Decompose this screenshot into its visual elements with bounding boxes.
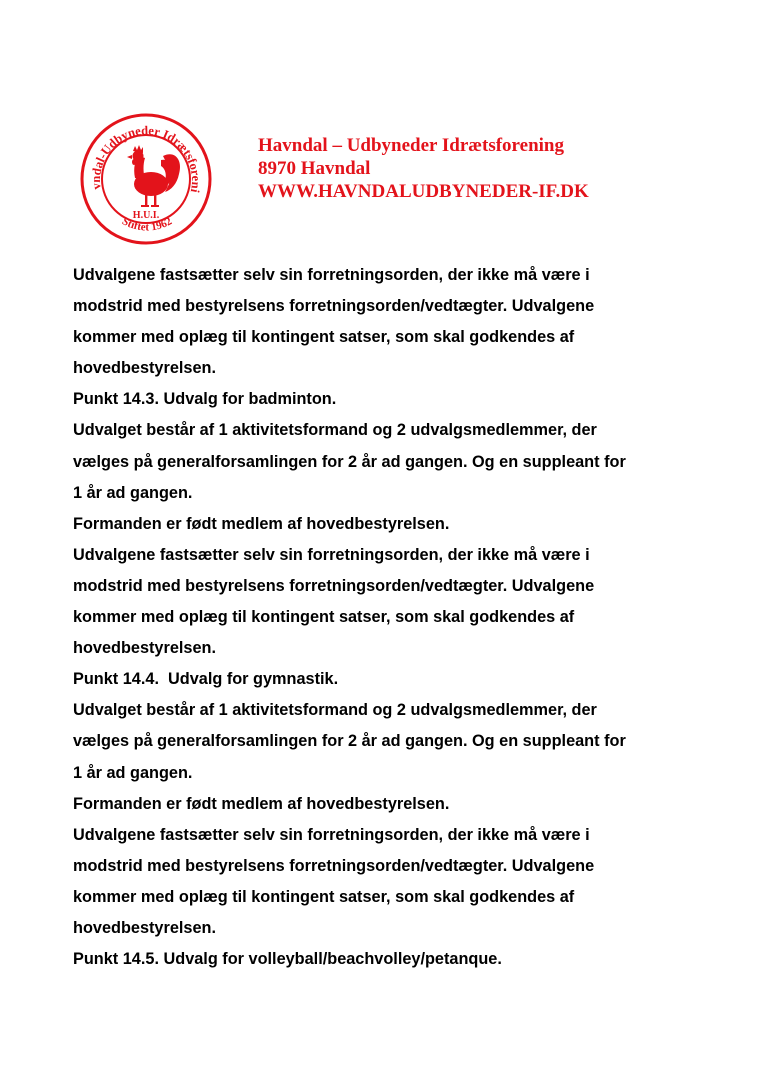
body-line: modstrid med bestyrelsens forretningsorden/vedtægter. Udvalgene [73,297,595,316]
body-line: Udvalget består af 1 aktivitetsformand og 2 udvalgsmedlemmer, der [73,421,597,440]
body-line: Udvalget består af 1 aktivitetsformand og 2 udvalgsmedlemmer, der [73,701,597,720]
body-line: hovedbestyrelsen. [73,639,216,658]
club-website: WWW.HAVNDALUDBYNEDER-IF.DK [258,181,589,202]
body-line: modstrid med bestyrelsens forretningsorden/vedtægter. Udvalgene [73,576,595,595]
section-heading: Punkt 14.5. Udvalg for volleyball/beachvolley/petanque. [73,950,502,969]
rooster-icon [127,145,180,207]
section-heading: Punkt 14.4. Udvalg for gymnastik. [73,670,339,689]
club-city: 8970 Havndal [258,158,371,179]
seal-founded-text: Stiftet 1962 [119,215,175,234]
body-line: vælges på generalforsamlingen for 2 år ad gangen. Og en suppleant for [73,452,626,471]
body-line: hovedbestyrelsen. [73,918,216,937]
body-line: Udvalgene fastsætter selv sin forretningsorden, der ikke må være i [73,266,590,284]
body-line: Formanden er født medlem af hovedbestyrelsen. [73,514,450,533]
club-name: Havndal – Udbyneder Idrætsforening [258,135,564,156]
club-seal [79,112,213,246]
club-logo [79,112,213,246]
club-header [258,134,589,203]
body-line: Formanden er født medlem af hovedbestyrelsen. [73,794,450,813]
body-line: 1 år ad gangen. [73,483,193,502]
body-line: kommer med oplæg til kontingent satser, som skal godkendes af [73,608,575,627]
seal-arc-text: vndal-Udbyneder Idrætsforeni [88,123,204,194]
section-heading: Punkt 14.3. Udvalg for badminton. [73,390,337,409]
body-line: vælges på generalforsamlingen for 2 år ad gangen. Og en suppleant for [73,732,626,751]
document-body [73,260,713,975]
body-line: hovedbestyrelsen. [73,359,216,378]
body-line: modstrid med bestyrelsens forretningsorden/vedtægter. Udvalgene [73,856,595,875]
body-line: 1 år ad gangen. [73,763,193,782]
body-line: Udvalgene fastsætter selv sin forretningsorden, der ikke må være i [73,545,590,564]
body-line: kommer med oplæg til kontingent satser, som skal godkendes af [73,328,575,347]
body-line: Udvalgene fastsætter selv sin forretningsorden, der ikke må være i [73,825,590,844]
seal-initials: H.U.I. [132,210,160,221]
body-line: kommer med oplæg til kontingent satser, som skal godkendes af [73,887,575,906]
